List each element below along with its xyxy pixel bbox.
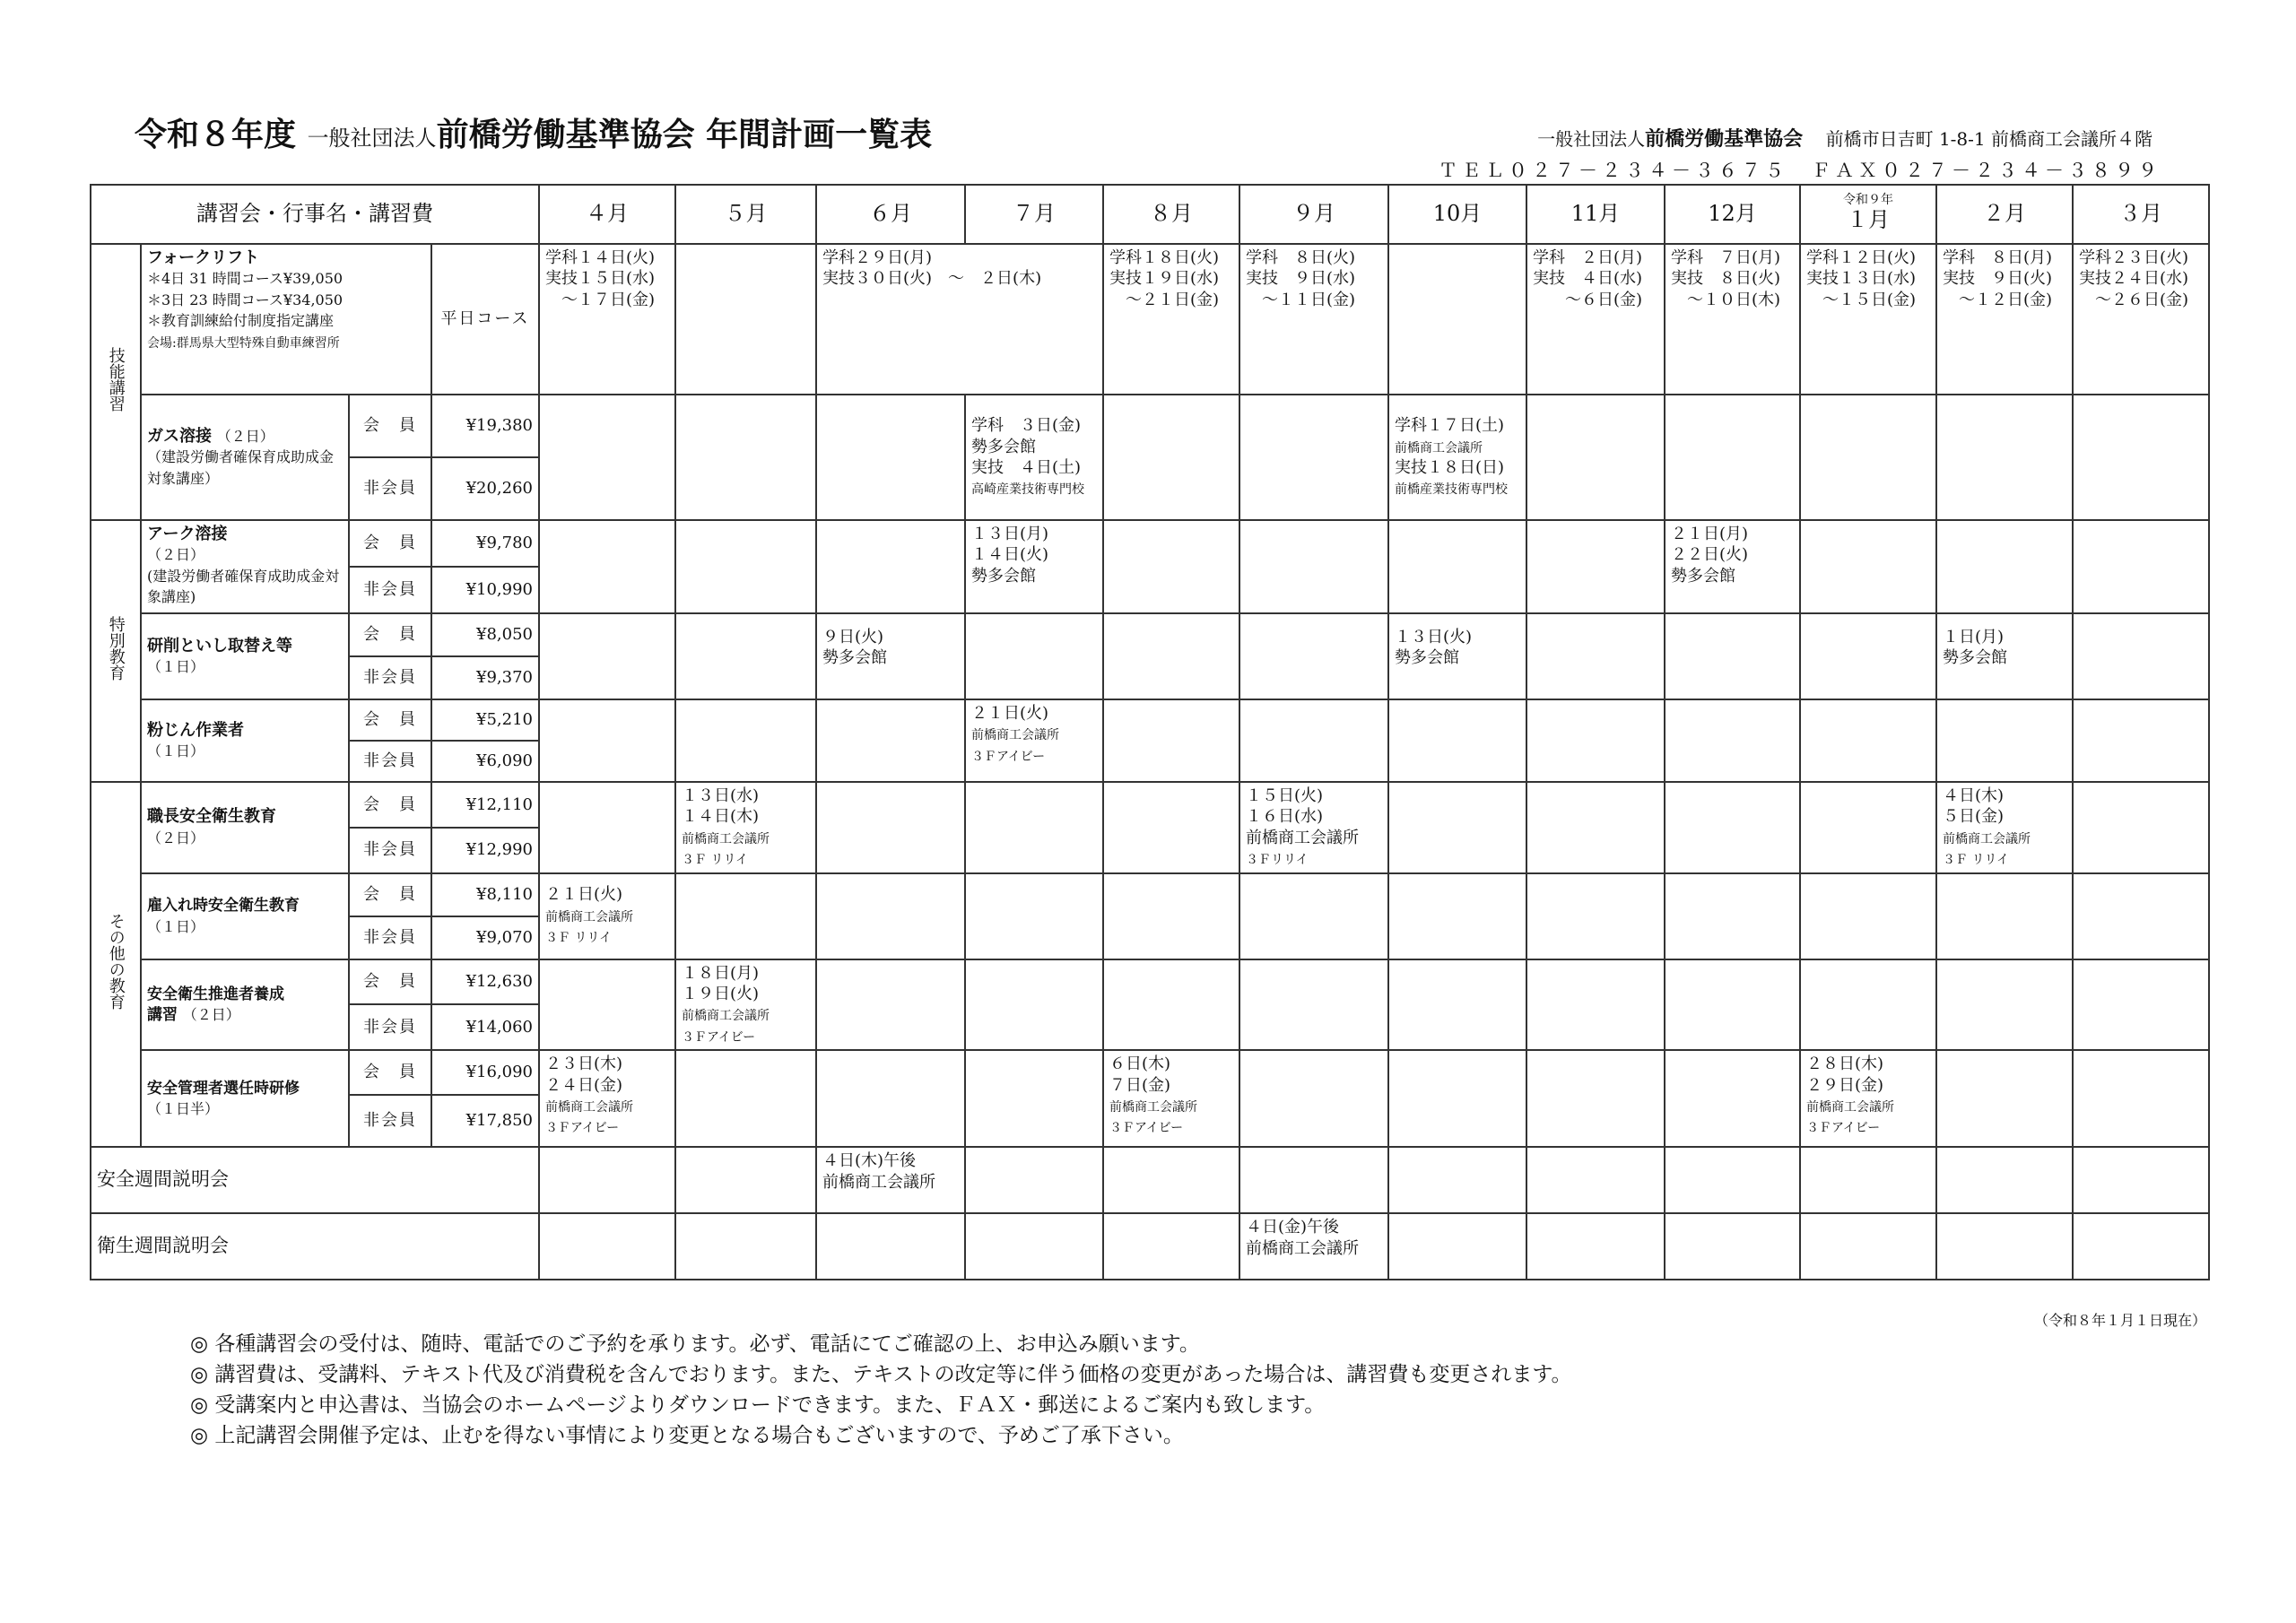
organization-info	[1537, 124, 2152, 152]
fee-member: ¥9,780	[431, 520, 539, 567]
schedule-cell	[816, 699, 965, 782]
schedule-cell	[1388, 873, 1526, 959]
schedule-cell	[1800, 1147, 1936, 1213]
fee-nonmember: ¥12,990	[431, 828, 539, 873]
table-header-row	[91, 185, 2209, 244]
course-days: （２日）	[182, 1006, 240, 1024]
course-safety-manager	[141, 1050, 349, 1147]
year-label: 令和８年度	[135, 116, 297, 153]
nonmember-label: 非会員	[349, 1095, 431, 1147]
schedule-cell	[1800, 1213, 1936, 1280]
schedule-cell: 学科２９日(月) 実技３０日(火) ～ ２日(木)	[816, 244, 1103, 395]
fee-nonmember: ¥20,260	[431, 457, 539, 520]
schedule-cell	[1239, 395, 1388, 520]
schedule-cell	[1388, 782, 1526, 873]
course-name: 安全衛生推進者養成	[147, 985, 284, 1003]
course-detail: ＊4日 31 時間コース¥39,050	[147, 270, 344, 288]
month-jan	[1800, 185, 1936, 244]
schedule-cell	[1800, 613, 1936, 699]
member-label: 会 員	[349, 959, 431, 1005]
schedule-cell	[539, 613, 675, 699]
schedule-cell	[675, 244, 816, 395]
schedule-cell	[1526, 873, 1665, 959]
column-header-course: 講習会・行事名・講習費	[91, 185, 539, 244]
schedule-cell	[1239, 613, 1388, 699]
course-forklift	[141, 244, 431, 395]
schedule-cell	[1103, 1147, 1239, 1213]
schedule-cell	[2073, 1050, 2209, 1147]
course-days: （２日）	[147, 829, 205, 846]
schedule-cell	[816, 873, 965, 959]
course-arc-welding	[141, 520, 349, 613]
schedule-cell: 学科２３日(火) 実技２４日(水) ～２６日(金)	[2073, 244, 2209, 395]
schedule-cell	[1936, 1213, 2073, 1280]
schedule-cell: 学科 ７日(月) 実技 ８日(火) ～１０日(木)	[1665, 244, 1800, 395]
schedule-cell	[1665, 395, 1800, 520]
schedule-cell	[1800, 699, 1936, 782]
note-item: ◎ 講習費は、受講料、テキスト代及び消費税を含んでおります。また、テキストの改定等に伴う価格の変更があった場合は、講習費も変更されます。	[190, 1363, 1572, 1386]
course-note: （建設労働者確保育成助成金対象講座）	[147, 448, 335, 487]
nonmember-label: 非会員	[349, 1004, 431, 1050]
schedule-cell: １３日(火) 勢多会館	[1388, 613, 1526, 699]
fee-nonmember: ¥9,070	[431, 916, 539, 959]
schedule-cell: １８日(月) １９日(火) 前橋商工会議所 ３Ｆアイビー	[675, 959, 816, 1051]
course-gas-welding	[141, 395, 349, 520]
fee-member: ¥5,210	[431, 699, 539, 741]
schedule-cell	[1936, 395, 2073, 520]
schedule-cell	[2073, 959, 2209, 1051]
schedule-cell	[1526, 395, 1665, 520]
table-row	[91, 1050, 2209, 1095]
fee-nonmember: ¥10,990	[431, 567, 539, 613]
nonmember-label: 非会員	[349, 457, 431, 520]
schedule-cell	[1103, 395, 1239, 520]
schedule-cell	[1103, 959, 1239, 1051]
contact-numbers: ＴＥＬ０２７－２３４－３６７５ ＦＡＸ０２７－２３４－３８９９	[1439, 160, 2161, 181]
schedule-cell: 学科 ３日(金) 勢多会館 実技 ４日(土) 高崎産業技術専門校	[965, 395, 1103, 520]
next-year-label: 令和９年	[1843, 193, 1893, 208]
course-name: 講習	[147, 1006, 178, 1025]
schedule-cell: ４日(木)午後 前橋商工会議所	[816, 1147, 965, 1213]
schedule-cell	[2073, 613, 2209, 699]
fee-member: ¥16,090	[431, 1050, 539, 1095]
association-type: 一般社団法人	[307, 126, 437, 151]
schedule-cell	[965, 873, 1103, 959]
course-grinding-wheel	[141, 613, 349, 699]
schedule-cell	[2073, 873, 2209, 959]
nonmember-label: 非会員	[349, 567, 431, 613]
schedule-cell	[1103, 1213, 1239, 1280]
schedule-cell	[2073, 395, 2209, 520]
schedule-cell	[1388, 699, 1526, 782]
course-foreman	[141, 782, 349, 873]
course-type: 平日コース	[431, 244, 539, 395]
schedule-cell	[1936, 699, 2073, 782]
member-label: 会 員	[349, 873, 431, 916]
schedule-cell	[1526, 699, 1665, 782]
schedule-cell	[539, 395, 675, 520]
schedule-cell	[675, 395, 816, 520]
schedule-cell	[675, 520, 816, 613]
schedule-cell	[1665, 959, 1800, 1051]
schedule-cell	[1103, 699, 1239, 782]
schedule-cell	[816, 959, 965, 1051]
schedule-cell	[539, 959, 675, 1051]
schedule-cell: 学科１７日(土) 前橋商工会議所 実技１８日(日) 前橋産業技術専門校	[1388, 395, 1526, 520]
schedule-cell	[1800, 395, 1936, 520]
nonmember-label: 非会員	[349, 828, 431, 873]
annual-plan-table	[90, 184, 2210, 1280]
schedule-cell	[816, 782, 965, 873]
schedule-cell: １３日(月) １４日(火) 勢多会館	[965, 520, 1103, 613]
fee-nonmember: ¥17,850	[431, 1095, 539, 1147]
course-name: フォークリフト	[147, 248, 260, 267]
fee-nonmember: ¥6,090	[431, 741, 539, 782]
course-detail: ＊教育訓練給付制度指定講座	[147, 312, 335, 330]
schedule-cell: ２８日(木) ２９日(金) 前橋商工会議所 ３Ｆアイビー	[1800, 1050, 1936, 1147]
month-jul: ７月	[965, 185, 1103, 244]
schedule-cell	[539, 699, 675, 782]
course-days: （２日）	[147, 546, 205, 564]
schedule-cell	[675, 1213, 816, 1280]
schedule-cell	[675, 1147, 816, 1213]
member-label: 会 員	[349, 699, 431, 741]
note-item: ◎ 上記講習会開催予定は、止むを得ない事情により変更となる場合もございますので、予めご了承下さい。	[190, 1424, 1184, 1447]
schedule-cell	[965, 782, 1103, 873]
schedule-cell	[1388, 520, 1526, 613]
schedule-cell	[539, 520, 675, 613]
table-row	[91, 1213, 2209, 1280]
schedule-cell	[965, 1050, 1103, 1147]
schedule-cell	[1239, 1050, 1388, 1147]
schedule-cell: 学科 ８日(月) 実技 ９日(火) ～１２日(金)	[1936, 244, 2073, 395]
course-note: (建設労働者確保育成助成金対象講座)	[147, 567, 340, 606]
category-skill: 技能講習	[91, 244, 141, 520]
schedule-cell: ２３日(木) ２４日(金) 前橋商工会議所 ３Ｆアイビー	[539, 1050, 675, 1147]
table-row	[91, 699, 2209, 741]
schedule-cell	[1800, 959, 1936, 1051]
schedule-cell: １日(月) 勢多会館	[1936, 613, 2073, 699]
schedule-cell: 学科１８日(火) 実技１９日(水) ～２１日(金)	[1103, 244, 1239, 395]
org-name: 前橋労働基準協会	[1645, 127, 1804, 151]
event-safety-week: 安全週間説明会	[91, 1147, 539, 1213]
fee-nonmember: ¥14,060	[431, 1004, 539, 1050]
month-mar: ３月	[2073, 185, 2209, 244]
schedule-cell	[1526, 1147, 1665, 1213]
schedule-cell	[2073, 520, 2209, 613]
schedule-cell	[1526, 1213, 1665, 1280]
month-dec: 12月	[1665, 185, 1800, 244]
schedule-cell	[1665, 1213, 1800, 1280]
course-name: 雇入れ時安全衛生教育	[147, 897, 300, 916]
schedule-cell	[1936, 1147, 2073, 1213]
schedule-cell: １５日(火) １６日(水) 前橋商工会議所 ３Ｆリリイ	[1239, 782, 1388, 873]
schedule-cell: ６日(木) ７日(金) 前橋商工会議所 ３Ｆアイビー	[1103, 1050, 1239, 1147]
schedule-cell	[1936, 1050, 2073, 1147]
schedule-cell	[539, 1147, 675, 1213]
schedule-cell	[1239, 873, 1388, 959]
category-special: 特別教育	[91, 520, 141, 782]
month-nov: 11月	[1526, 185, 1665, 244]
schedule-cell	[1800, 873, 1936, 959]
schedule-cell	[2073, 1147, 2209, 1213]
table-row	[91, 873, 2209, 916]
schedule-cell	[1800, 782, 1936, 873]
nonmember-label: 非会員	[349, 916, 431, 959]
table-row	[91, 520, 2209, 567]
document-title: 年間計画一覧表	[706, 116, 933, 153]
schedule-cell	[1388, 244, 1526, 395]
schedule-cell	[1936, 873, 2073, 959]
table-row	[91, 782, 2209, 828]
schedule-cell	[1665, 1050, 1800, 1147]
course-days: （１日）	[147, 658, 205, 675]
schedule-cell	[2073, 699, 2209, 782]
schedule-cell: 学科 ８日(火) 実技 ９日(水) ～１１日(金)	[1239, 244, 1388, 395]
schedule-cell: １３日(水) １４日(木) 前橋商工会議所 ３Ｆ リリイ	[675, 782, 816, 873]
schedule-cell	[1526, 613, 1665, 699]
schedule-cell	[1103, 782, 1239, 873]
schedule-cell	[539, 1213, 675, 1280]
schedule-cell	[1800, 520, 1936, 613]
schedule-cell: ２１日(火) 前橋商工会議所 ３Ｆ リリイ	[539, 873, 675, 959]
schedule-cell	[1526, 1050, 1665, 1147]
month-apr: ４月	[539, 185, 675, 244]
schedule-cell	[1103, 520, 1239, 613]
schedule-cell	[1665, 699, 1800, 782]
course-days: （１日）	[147, 917, 205, 935]
page-title	[135, 109, 932, 155]
schedule-cell: ２１日(月) ２２日(火) 勢多会館	[1665, 520, 1800, 613]
course-days: （１日）	[147, 742, 205, 759]
org-type: 一般社団法人	[1537, 128, 1646, 150]
table-row	[91, 244, 2209, 395]
schedule-cell: ４日(金)午後 前橋商工会議所	[1239, 1213, 1388, 1280]
member-label: 会 員	[349, 782, 431, 828]
fee-member: ¥8,110	[431, 873, 539, 916]
month-aug: ８月	[1103, 185, 1239, 244]
fee-nonmember: ¥9,370	[431, 656, 539, 699]
month-jan-label: １月	[1847, 207, 1890, 233]
schedule-cell	[1388, 1213, 1526, 1280]
schedule-cell	[816, 1213, 965, 1280]
schedule-cell	[1388, 1147, 1526, 1213]
course-detail: ＊3日 23 時間コース¥34,050	[147, 291, 344, 308]
notes	[190, 1329, 1572, 1451]
org-address: 前橋市日吉町 1-8-1 前橋商工会議所４階	[1825, 128, 2152, 150]
schedule-cell	[675, 1050, 816, 1147]
month-may: ５月	[675, 185, 816, 244]
schedule-cell: ９日(火) 勢多会館	[816, 613, 965, 699]
schedule-cell	[816, 520, 965, 613]
schedule-cell: 学科１４日(火) 実技１５日(水) ～１７日(金)	[539, 244, 675, 395]
member-label: 会 員	[349, 395, 431, 457]
course-dust-work	[141, 699, 349, 782]
schedule-cell	[1936, 520, 2073, 613]
schedule-cell	[1665, 782, 1800, 873]
schedule-cell	[965, 1213, 1103, 1280]
fee-member: ¥12,630	[431, 959, 539, 1005]
association-name: 前橋労働基準協会	[436, 116, 695, 153]
nonmember-label: 非会員	[349, 741, 431, 782]
schedule-cell	[1239, 520, 1388, 613]
nonmember-label: 非会員	[349, 656, 431, 699]
schedule-cell	[1526, 959, 1665, 1051]
table-row	[91, 613, 2209, 656]
table-row	[91, 1147, 2209, 1213]
schedule-cell	[1665, 1147, 1800, 1213]
schedule-cell: ２１日(火) 前橋商工会議所 ３Ｆアイビー	[965, 699, 1103, 782]
schedule-cell	[1239, 959, 1388, 1051]
category-other: その他の教育	[91, 782, 141, 1147]
table-row	[91, 395, 2209, 457]
course-new-hire	[141, 873, 349, 959]
schedule-cell	[1526, 520, 1665, 613]
schedule-cell	[675, 873, 816, 959]
schedule-cell	[1665, 613, 1800, 699]
schedule-cell	[1103, 873, 1239, 959]
note-item: ◎ 各種講習会の受付は、随時、電話でのご予約を承ります。必ず、電話にてご確認の上、お申込み願います。	[190, 1332, 1200, 1356]
event-health-week: 衛生週間説明会	[91, 1213, 539, 1280]
as-of-date: （令和８年１月１日現在）	[2033, 1312, 2206, 1329]
course-venue: 会場:群馬県大型特殊自動車練習所	[147, 335, 340, 351]
schedule-cell	[539, 782, 675, 873]
course-name: ガス溶接	[147, 426, 212, 446]
course-name: 職長安全衛生教育	[147, 807, 276, 827]
schedule-cell	[816, 395, 965, 520]
month-oct: 10月	[1388, 185, 1526, 244]
schedule-cell: 学科 ２日(月) 実技 ４日(水) ～６日(金)	[1526, 244, 1665, 395]
schedule-cell	[965, 1147, 1103, 1213]
schedule-cell	[1239, 699, 1388, 782]
course-days: （１日半）	[147, 1100, 220, 1118]
note-item: ◎ 受講案内と申込書は、当協会のホームページよりダウンロードできます。また、ＦＡＸ・郵送によるご案内も致します。	[190, 1393, 1326, 1417]
schedule-cell	[1665, 873, 1800, 959]
schedule-cell	[2073, 1213, 2209, 1280]
fee-member: ¥8,050	[431, 613, 539, 656]
fee-member: ¥12,110	[431, 782, 539, 828]
course-name: 粉じん作業者	[147, 720, 244, 740]
schedule-cell	[2073, 782, 2209, 873]
schedule-cell: 学科１２日(火) 実技１３日(水) ～１５日(金)	[1800, 244, 1936, 395]
schedule-cell	[675, 613, 816, 699]
course-name: 安全管理者選任時研修	[147, 1079, 300, 1098]
course-name: 研削といし取替え等	[147, 636, 292, 655]
member-label: 会 員	[349, 1050, 431, 1095]
schedule-cell	[1239, 1147, 1388, 1213]
month-feb: ２月	[1936, 185, 2073, 244]
course-days: （２日）	[216, 427, 274, 445]
table-row	[91, 959, 2209, 1005]
schedule-cell	[1388, 959, 1526, 1051]
schedule-cell	[816, 1050, 965, 1147]
course-name: アーク溶接	[147, 525, 228, 543]
schedule-cell	[1936, 959, 2073, 1051]
schedule-cell	[965, 959, 1103, 1051]
schedule-cell	[1103, 613, 1239, 699]
schedule-cell	[675, 699, 816, 782]
member-label: 会 員	[349, 613, 431, 656]
course-safety-promoter	[141, 959, 349, 1051]
fee-member: ¥19,380	[431, 395, 539, 457]
schedule-cell	[1388, 1050, 1526, 1147]
schedule-cell	[1526, 782, 1665, 873]
month-sep: ９月	[1239, 185, 1388, 244]
month-jun: ６月	[816, 185, 965, 244]
schedule-cell: ４日(木) ５日(金) 前橋商工会議所 ３Ｆ リリイ	[1936, 782, 2073, 873]
member-label: 会 員	[349, 520, 431, 567]
schedule-cell	[965, 613, 1103, 699]
